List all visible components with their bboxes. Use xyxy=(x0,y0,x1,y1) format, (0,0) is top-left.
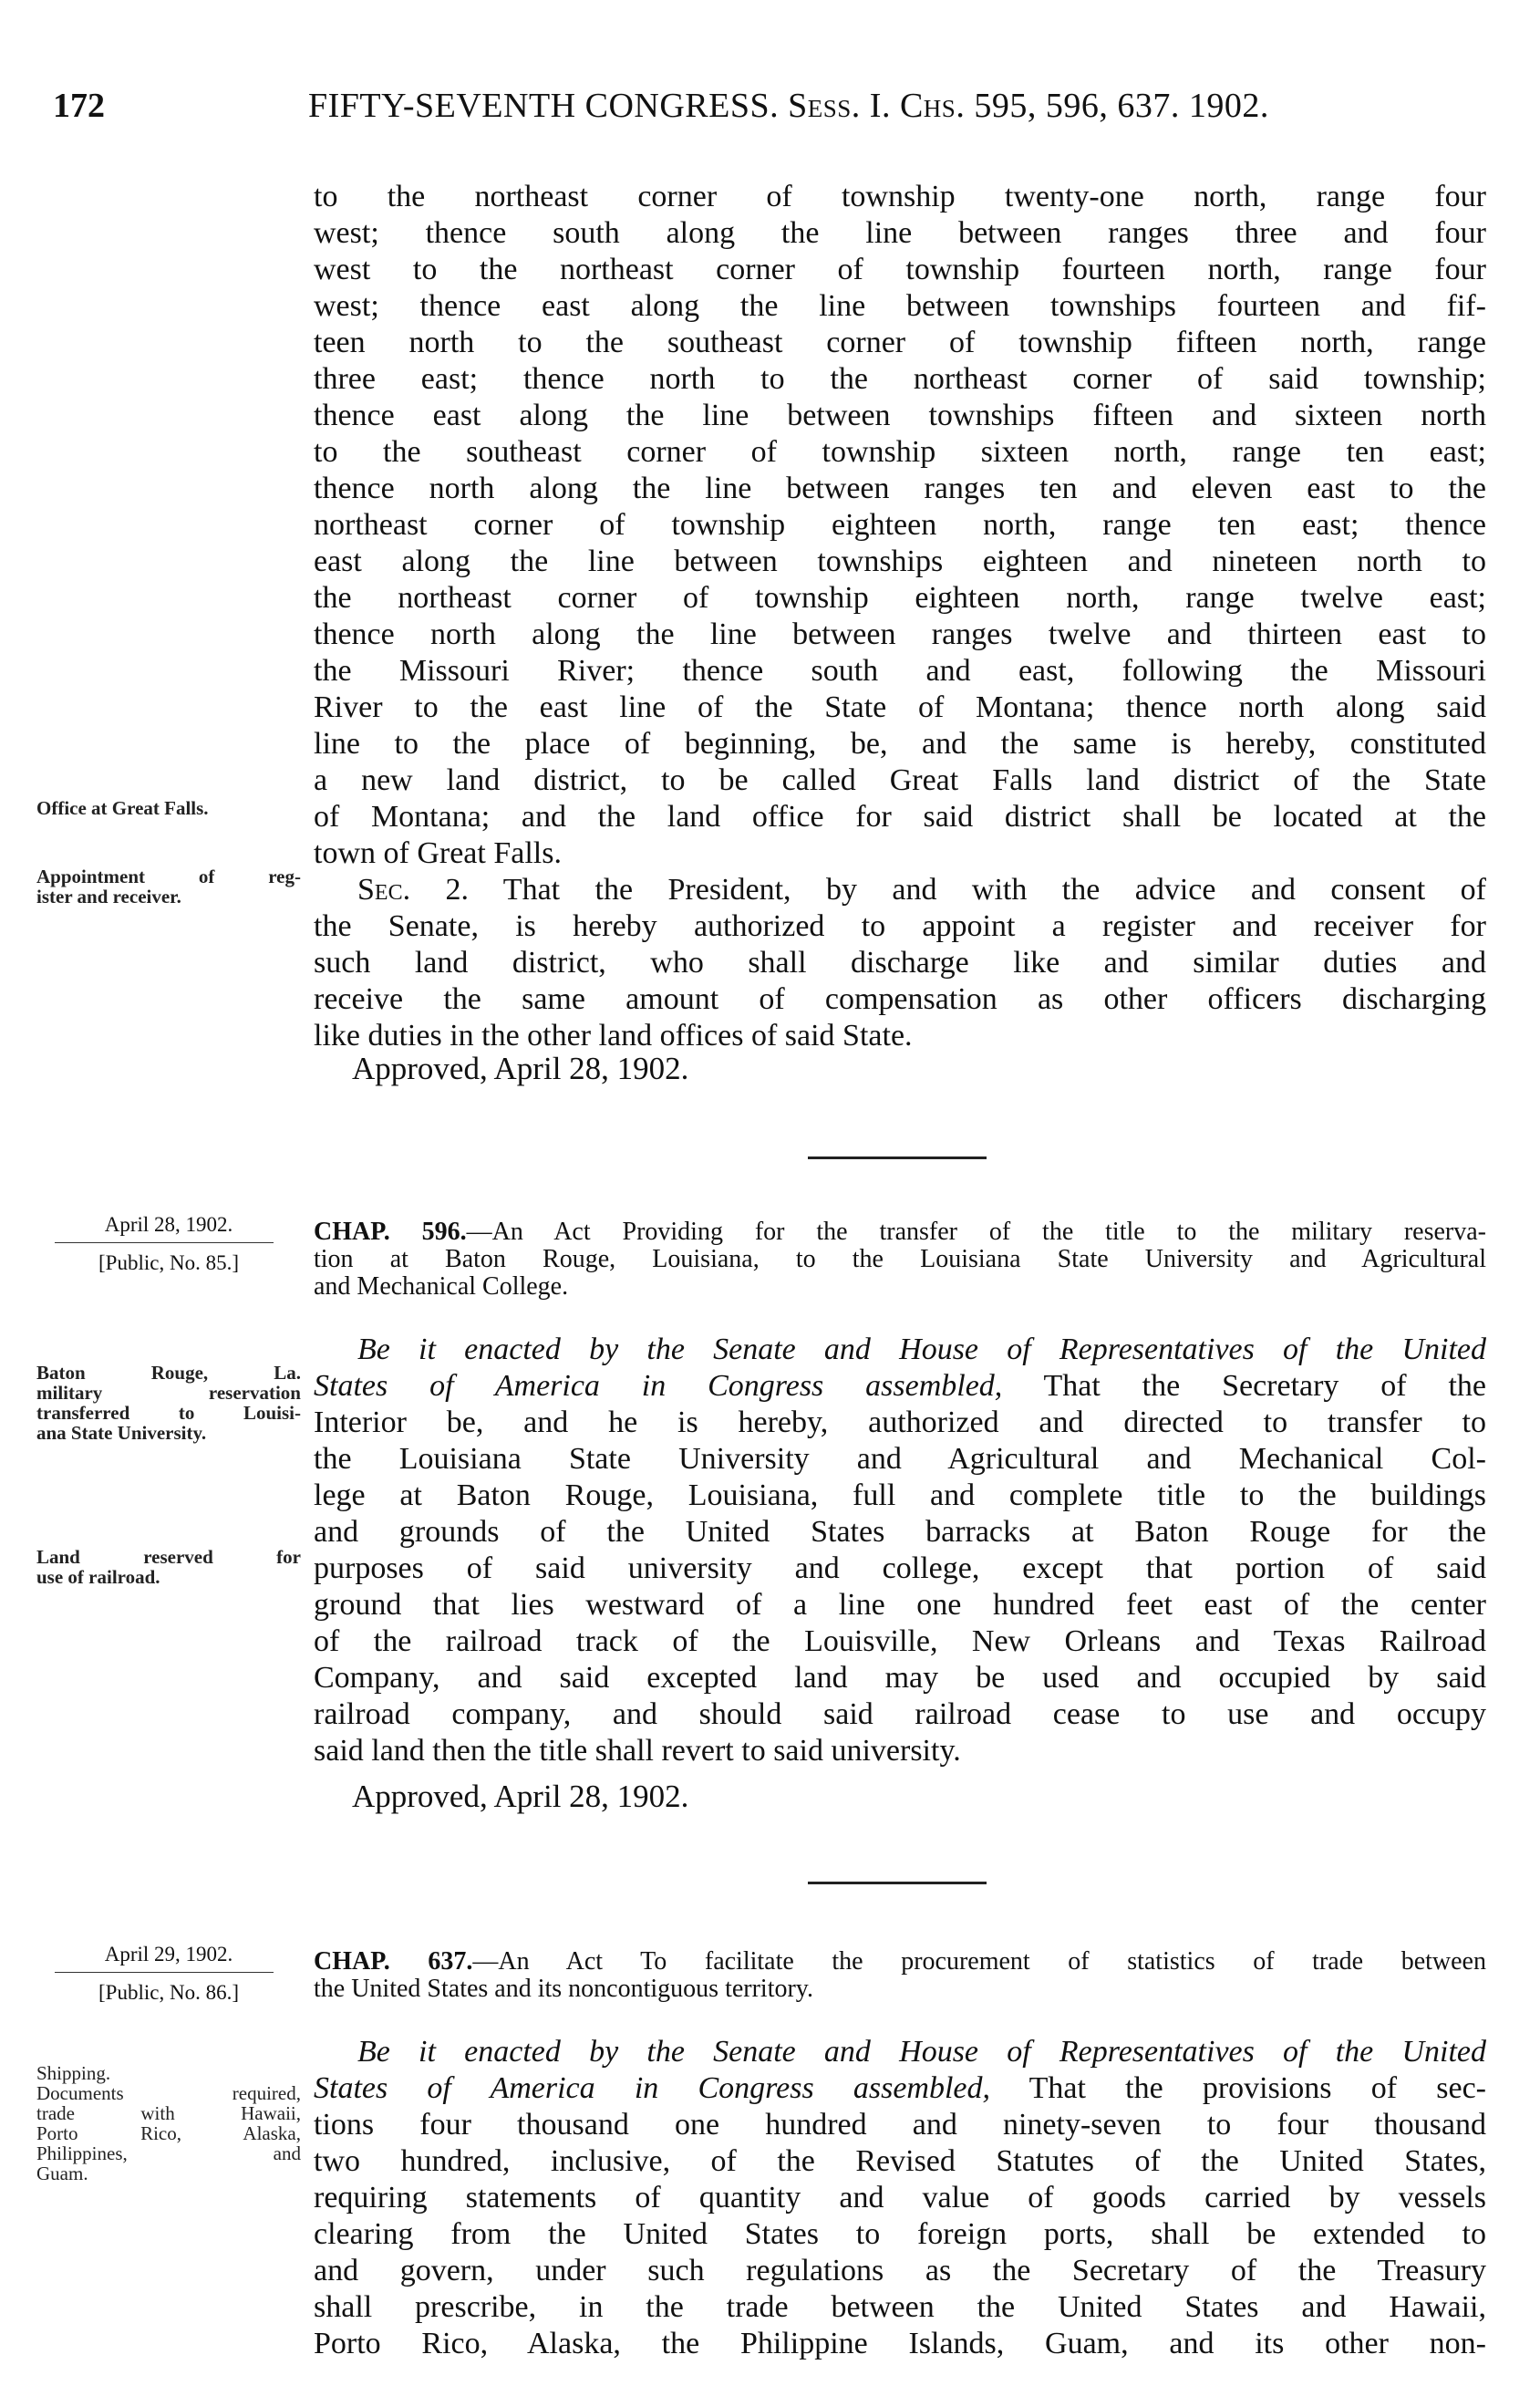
ch595-approved: Approved, April 28, 1902. xyxy=(352,1051,689,1086)
text-line: the Missouri River; thence south and east, following the Missouri xyxy=(314,654,1486,688)
chapter-label: CHAP. 596. xyxy=(314,1218,467,1246)
text-line: a new land district, to be called Great Falls land district of the State xyxy=(314,763,1486,797)
text-line: Company, and said excepted land may be used and occupied by said xyxy=(314,1661,1486,1695)
text-line: thence north along the line between ranges twelve and thirteen east to xyxy=(314,617,1486,651)
ch596-approved: Approved, April 28, 1902. xyxy=(352,1779,689,1814)
text-line: to the southeast corner of township sixteen north, range ten east; xyxy=(314,435,1486,469)
text-line: west; thence south along the line between ranges three and four xyxy=(314,216,1486,250)
text-line: and grounds of the United States barracks at Baton Rouge for the xyxy=(314,1515,1486,1549)
ch596-public-law: [Public, No. 85.] xyxy=(98,1251,239,1274)
text-line: and govern, under such regulations as the Secretary of the Treasury xyxy=(314,2254,1486,2287)
page-number: 172 xyxy=(53,87,105,125)
chapter-heading-line: the United States and its noncontiguous territory. xyxy=(314,1975,813,2003)
date-rule xyxy=(55,1972,274,1973)
ch596-date: April 28, 1902. xyxy=(104,1213,233,1236)
section-divider xyxy=(808,1882,987,1884)
section-2-first-line: Sec. 2. That the President, by and with the advice and consent of xyxy=(357,873,1486,907)
text-line: Porto Rico, Alaska, the Philippine Islands, Guam, and its other non- xyxy=(314,2327,1486,2360)
margin-note-office: Office at Great Falls. xyxy=(36,797,209,819)
text-line: tions four thousand one hundred and ninety-seven to four thousand xyxy=(314,2108,1486,2142)
section-divider xyxy=(808,1157,987,1159)
text-line: requiring statements of quantity and value of goods carried by vessels xyxy=(314,2181,1486,2214)
text-line: the Louisiana State University and Agricultural and Mechanical Col- xyxy=(314,1442,1486,1476)
text-line: thence north along the line between ranges ten and eleven east to the xyxy=(314,472,1486,505)
text-line: northeast corner of township eighteen north, range ten east; thence xyxy=(314,508,1486,542)
text-line: Interior be, and he is hereby, authorized and directed to transfer to xyxy=(314,1405,1486,1439)
enacting-clause-line-2: States of America in Congress assembled, That the provisions of sec- xyxy=(314,2071,1486,2105)
margin-note-appointment: Appointment of reg- ister and receiver. xyxy=(36,866,301,908)
text-line: west to the northeast corner of township fourteen north, range four xyxy=(314,253,1486,286)
chapter-heading-line: and Mechanical College. xyxy=(314,1272,569,1301)
ch637-public-law: [Public, No. 86.] xyxy=(98,1981,239,2004)
text-line: lege at Baton Rouge, Louisiana, full and complete title to the buildings xyxy=(314,1478,1486,1512)
text-line: two hundred, inclusive, of the Revised Statutes of the United States, xyxy=(314,2144,1486,2178)
ch637-text xyxy=(314,2034,1486,2362)
ch595-text xyxy=(314,179,1486,1054)
text-line: line to the place of beginning, be, and the same is hereby, constituted xyxy=(314,727,1486,761)
enacting-clause-line-2: States of America in Congress assembled, That the Secretary of the xyxy=(314,1369,1486,1403)
margin-note-shipping: Shipping. Documents required, trade with Hawaii, Porto Rico, Alaska, Philippines, and Guam. xyxy=(36,2062,301,2184)
running-head-title: FIFTY-SEVENTH CONGRESS. Sess. I. Chs. 595, 596, 637. 1902. xyxy=(308,87,1269,125)
text-line: thence east along the line between townships fifteen and sixteen north xyxy=(314,399,1486,432)
text-line: shall prescribe, in the trade between the United States and Hawaii, xyxy=(314,2290,1486,2324)
text-line: receive the same amount of compensation as other officers discharging xyxy=(314,982,1486,1016)
enacting-clause: Be it enacted by the Senate and House of Representatives of the United xyxy=(357,1333,1486,1366)
text-line: west; thence east along the line between townships fourteen and fif- xyxy=(314,289,1486,323)
text-line: to the northeast corner of township twenty-one north, range four xyxy=(314,180,1486,213)
text-line: teen north to the southeast corner of township fifteen north, range xyxy=(314,326,1486,359)
text-line: the Senate, is hereby authorized to appoint a register and receiver for xyxy=(314,909,1486,943)
text-line: the northeast corner of township eighteen north, range twelve east; xyxy=(314,581,1486,615)
text-line: said land then the title shall revert to said university. xyxy=(314,1734,961,1768)
chapter-heading-line: tion at Baton Rouge, Louisiana, to the Louisiana State University and Agricultural xyxy=(314,1245,1486,1273)
margin-note-railroad-land: Land reserved for use of railroad. xyxy=(36,1546,301,1588)
text-line: railroad company, and should said railroad cease to use and occupy xyxy=(314,1697,1486,1731)
date-rule xyxy=(55,1242,274,1243)
chapter-label: CHAP. 637. xyxy=(314,1947,473,1976)
text-line: River to the east line of the State of Montana; thence north along said xyxy=(314,690,1486,724)
chapter-heading-line: CHAP. 637.—An Act To facilitate the procurement of statistics of trade between xyxy=(314,1947,1486,1976)
text-line: east along the line between townships eighteen and nineteen north to xyxy=(314,545,1486,578)
text-line: three east; thence north to the northeast corner of said township; xyxy=(314,362,1486,396)
text-line: clearing from the United States to foreign ports, shall be extended to xyxy=(314,2217,1486,2251)
text-line: of the railroad track of the Louisville, New Orleans and Texas Railroad xyxy=(314,1624,1486,1658)
text-line: such land district, who shall discharge like and similar duties and xyxy=(314,946,1486,980)
ch637-date: April 29, 1902. xyxy=(104,1943,233,1966)
text-line: of Montana; and the land office for said district shall be located at the xyxy=(314,800,1486,834)
chapter-heading-line: CHAP. 596.—An Act Providing for the transfer of the title to the military reserva- xyxy=(314,1218,1486,1246)
text-line: purposes of said university and college, except that portion of said xyxy=(314,1551,1486,1585)
ch596-text xyxy=(314,1332,1486,1769)
text-line: ground that lies westward of a line one hundred feet east of the center xyxy=(314,1588,1486,1622)
margin-note-baton-rouge: Baton Rouge, La. military reservation transferred to Louisi- ana State University. xyxy=(36,1362,301,1444)
ch637-heading xyxy=(314,1948,1486,2003)
enacting-clause: Be it enacted by the Senate and House of Representatives of the United xyxy=(357,2035,1486,2069)
text-line: like duties in the other land offices of said State. xyxy=(314,1019,913,1053)
text-line: town of Great Falls. xyxy=(314,836,562,870)
ch596-heading xyxy=(314,1219,1486,1301)
